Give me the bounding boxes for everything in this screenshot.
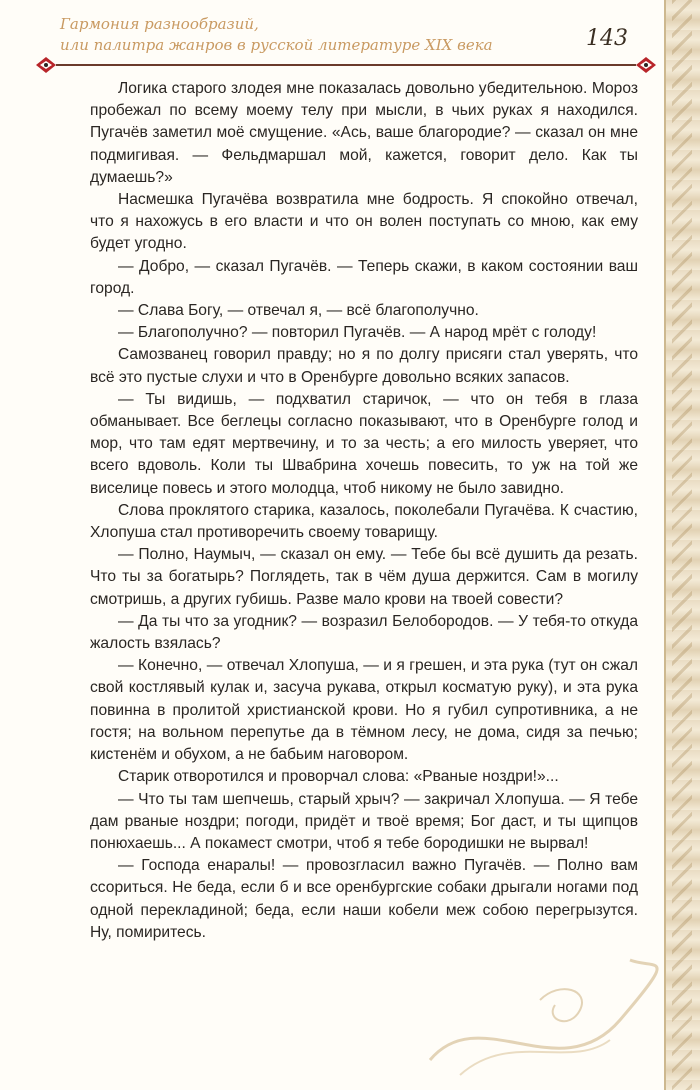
paragraph: — Да ты что за угодник? — возразил Белобородов. — У тебя-то откуда жалость взялась? bbox=[90, 612, 638, 653]
paragraph: — Господа енаралы! — провозгласил важно Пугачёв. — Полно вам ссориться. Не беда, если б и все оренбургские собаки дрыгали ногами под одной перекладиной; беда, если наши кобели меж собою перегрызутся. Ну, помиритесь. bbox=[90, 857, 638, 941]
right-ornament-icon bbox=[632, 53, 658, 77]
page-number: 143 bbox=[586, 26, 628, 51]
running-header bbox=[60, 14, 520, 56]
decorative-swirl-icon bbox=[420, 940, 660, 1080]
paragraph: Насмешка Пугачёва возвратила мне бодрость. Я спокойно отвечал, что я нахожусь в его власти и что он волен поступать со мною, как ему будет угодно. bbox=[90, 191, 638, 253]
header-rule bbox=[56, 64, 636, 66]
paragraph: — Добро, — сказал Пугачёв. — Теперь скажи, в каком состоянии ваш город. bbox=[90, 257, 638, 297]
paragraph: Логика старого злодея мне показалась довольно убедительною. Мороз пробежал по всему моему телу при мысли, в чьих руках я находился. Пугачёв заметил моё смущение. «Ась, ваше благородие? — сказал он мне подмигивая. — Фельдмаршал мой, кажется, говорит дело. Как ты думаешь?» bbox=[90, 80, 638, 186]
paragraph: — Конечно, — отвечал Хлопуша, — и я грешен, и эта рука (тут он сжал свой костлявый кулак и, засуча рукава, открыл косматую руку), и эта рука повинна в пролитой христианской крови. Но я губил супротивника, а не гостя; на вольном перепутье да в тёмном лесу, не дома, сидя за печью; кистенём и обухом, а не бабьим наговором. bbox=[90, 657, 638, 764]
paragraph: Старик отворотился и проворчал слова: «Рваные ноздри!»... bbox=[118, 768, 559, 786]
paragraph: Слова проклятого старика, казалось, поколебали Пугачёва. К счастию, Хлопуша стал противоречить своему товарищу. bbox=[90, 501, 638, 542]
paragraph: — Ты видишь, — подхватил старичок, — что он тебя в глаза обманывает. Все беглецы согласно показывают, что в Оренбурге голод и мор, что там едят мертвечину, и то за честь; а его милость уверяет, что всего вдоволь. Коли ты Швабрина хочешь повесить, то уж на той же виселице повесь и этого молодца, чтоб никому не было завидно. bbox=[90, 390, 638, 497]
header-title-line-1: Гармония разнообразий, bbox=[60, 15, 259, 33]
paragraph: — Полно, Наумыч, — сказал он ему. — Тебе бы всё душить да резать. Что ты за богатырь? Поглядеть, так в чём душа держится. Сам в могилу смотришь, а других губишь. Разве мало крови на твоей совести? bbox=[90, 546, 638, 608]
body-text bbox=[90, 78, 638, 944]
paragraph: — Слава Богу, — отвечал я, — всё благополучно. bbox=[118, 302, 479, 320]
header-title-line-2: или палитра жанров в русской литературе XIX века bbox=[60, 36, 493, 54]
paragraph: — Что ты там шепчешь, старый хрыч? — закричал Хлопуша. — Я тебе дам рваные ноздри; погоди, придёт и твоё время; Бог даст, и ты щипцов понюхаешь... А покамест смотри, чтоб я тебе бородишки не вырвал! bbox=[90, 790, 638, 852]
paragraph: — Благополучно? — повторил Пугачёв. — А народ мрёт с голоду! bbox=[118, 324, 597, 342]
paragraph: Самозванец говорил правду; но я по долгу присяги стал уверять, что всё это пустые слухи и что в Оренбурге довольно всяких запасов. bbox=[90, 346, 638, 386]
decorative-border bbox=[664, 0, 700, 1090]
